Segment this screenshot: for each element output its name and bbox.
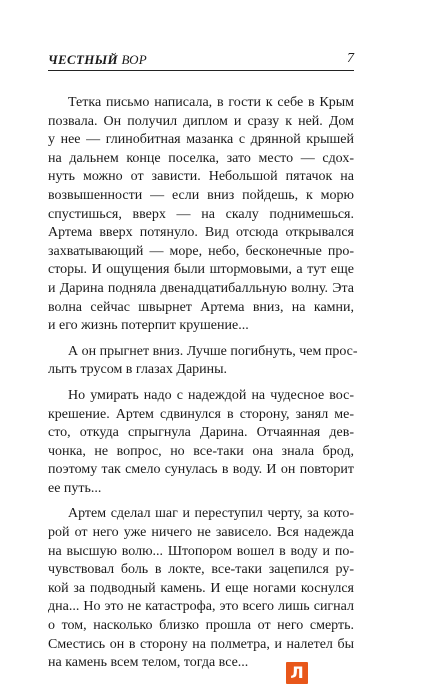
text-line: кой за подводный камень. И еще ногами коснулся (48, 580, 354, 596)
text-line: дна... Но это не катастрофа, это всего лишь сигнал (48, 599, 354, 615)
text-line: на камень всем телом, тогда все... (48, 655, 249, 671)
text-line: сто, откуда спрыгнула Дарина. Отчаянная дев- (48, 425, 354, 441)
text-line: рой от него уже ничего не зависело. Вся надежда (48, 525, 354, 541)
running-title-rest: ВОР (117, 52, 148, 67)
running-title-bold: ЧЕСТНЫЙ (48, 52, 118, 67)
paragraph (48, 343, 358, 380)
text-line: лыть трусом в глазах Дарины. (48, 362, 228, 378)
text-line: позвала. Он получил диплом и сразу к ней. Дом (48, 113, 354, 129)
text-line: нуть можно от зависти. Небольшой пятачок на (48, 169, 354, 185)
text-line: А он прыгнет вниз. Лучше погибнуть, чем прос- (68, 343, 358, 359)
text-line: ее путь... (48, 480, 102, 496)
text-line: чонка, не вопрос, но все-таки она знала брод, (48, 443, 354, 459)
text-line: Но умирать надо с надеждой на чудесное вос- (68, 387, 354, 403)
text-line: спустишься, вверх — на скалу поднимешься. (48, 206, 354, 222)
paragraph (48, 387, 354, 499)
text-line: Сместись он в сторону на полметра, и налетел бы (48, 636, 354, 652)
running-title (48, 52, 147, 68)
text-line: возвышенности — если вниз пойдешь, к морю (48, 187, 354, 203)
text-line: у нее — глинобитная мазанка с дрянной крышей (48, 132, 354, 148)
text-line: сторы. И ощущения были штормовыми, а тут еще (48, 262, 354, 278)
publisher-logo-letter: Л (290, 663, 304, 682)
header-rule (48, 70, 354, 71)
text-line: Тетка письмо написала, в гости к себе в Крым (68, 95, 354, 110)
running-header (48, 50, 354, 70)
text-line: волна сейчас швырнет Артема вниз, на камни, (48, 299, 354, 315)
text-body (48, 94, 358, 673)
text-line: на дальнем конце поселка, зато место — сдох- (48, 150, 354, 166)
page-number: 7 (347, 51, 354, 66)
text-line: крешение. Артем сдвинулся в сторону, занял ме- (48, 406, 354, 422)
paragraph (48, 94, 354, 336)
text-line: поэтому так смело сунулась в воду. И он повторит (48, 462, 354, 478)
text-line: Артема вверх потянуло. Вид отсюда открывался (48, 225, 354, 241)
text-line: и его жизнь потерпит крушение... (48, 318, 249, 334)
text-line: и Дарина подняла двенадцатибалльную волну. Эта (48, 280, 354, 296)
text-line: Артем сделал шаг и переступил черту, за кото- (68, 506, 354, 522)
text-line: о том, насколько близко прошла от него смерть. (48, 618, 354, 634)
text-line: на высшую волю... Штопором вошел в воду и по- (48, 543, 354, 559)
paragraph (48, 505, 354, 672)
publisher-logo-icon (286, 662, 308, 684)
text-line: чувствовал боль в локте, все-таки зацепился ру- (48, 562, 354, 578)
text-line: захватывающий — море, небо, бесконечные про- (48, 243, 354, 259)
